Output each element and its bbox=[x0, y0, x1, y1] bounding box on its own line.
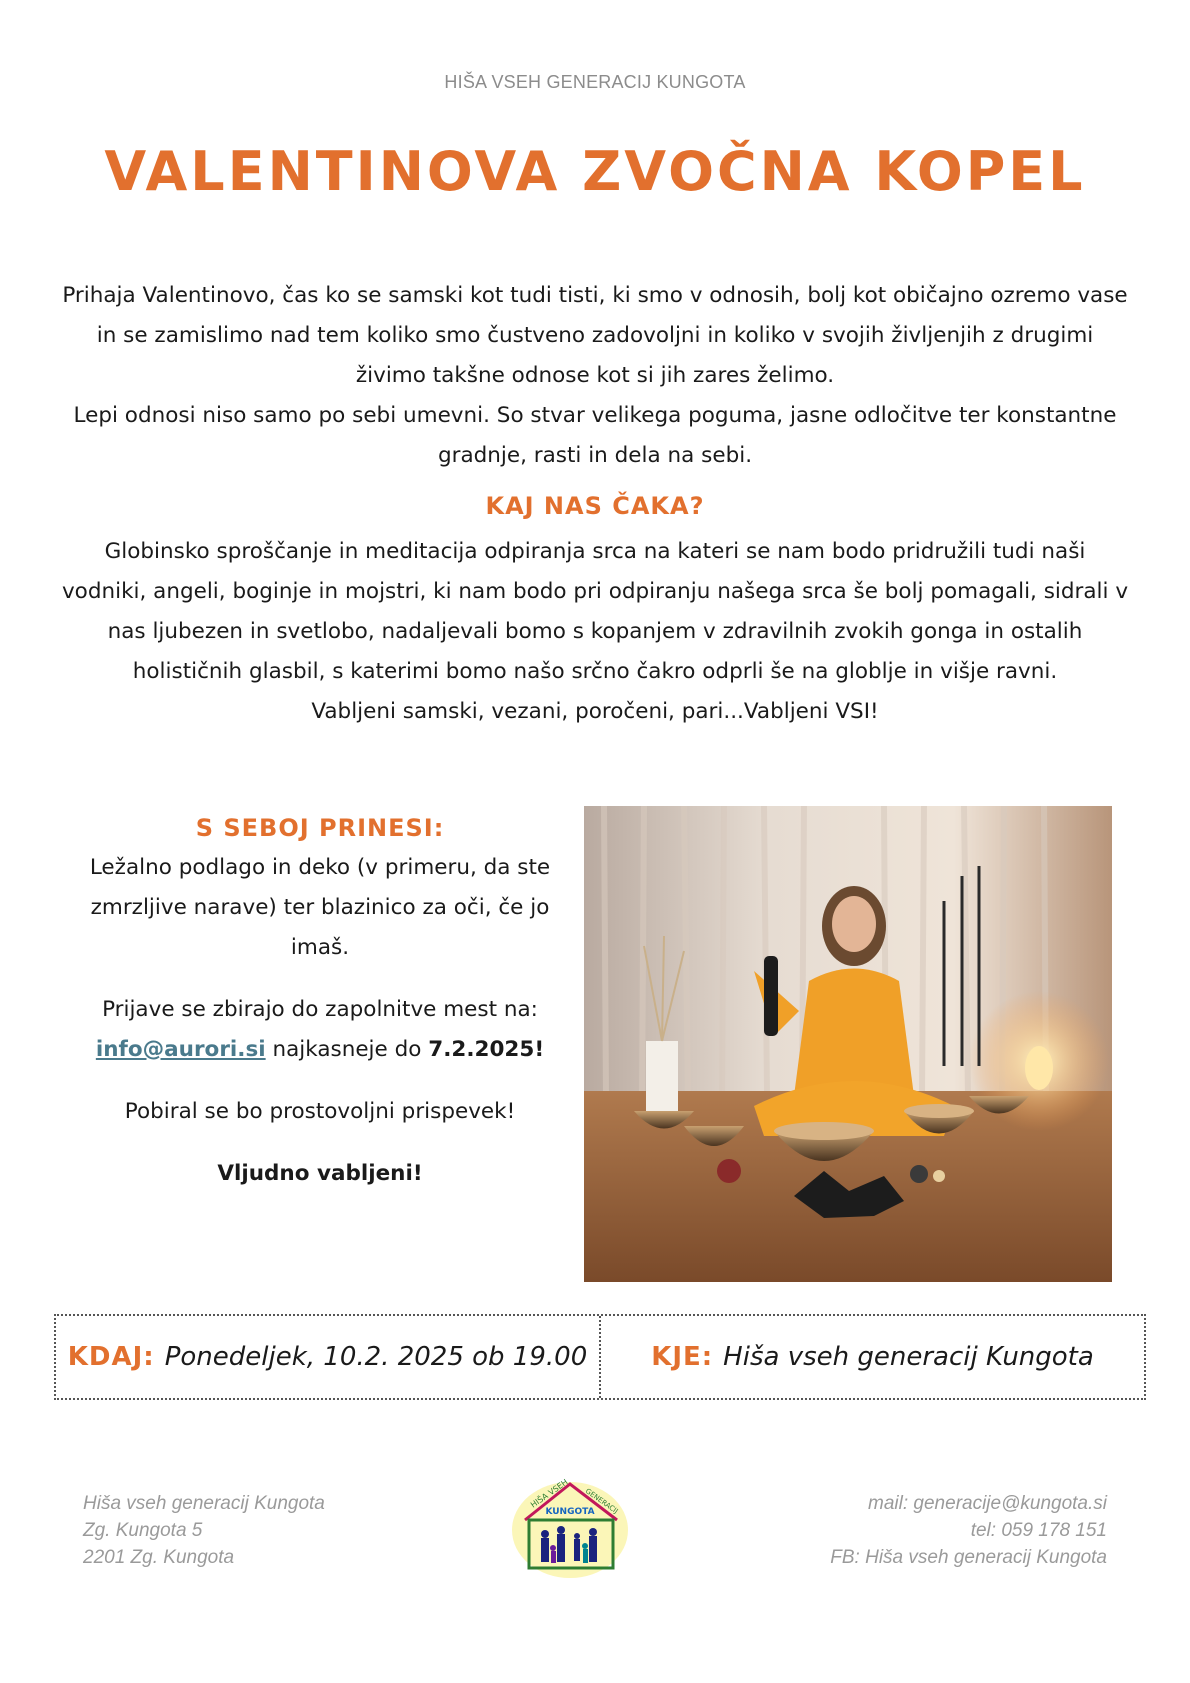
footer-address bbox=[83, 1490, 325, 1571]
intro-paragraph-2: Lepi odnosi niso samo po sebi umevni. So stvar velikega poguma, jasne odločitve ter konstantne gradnje, rasti in dela na sebi. bbox=[73, 403, 1117, 468]
when-value: Ponedeljek, 10.2. 2025 ob 19.00 bbox=[164, 1342, 588, 1372]
org-header: HIŠA VSEH GENERACIJ KUNGOTA bbox=[444, 72, 746, 92]
signup-text: Prijave se zbirajo do zapolnitve mest na: bbox=[102, 997, 538, 1022]
svg-text:KUNGOTA: KUNGOTA bbox=[545, 1507, 595, 1517]
where-label: KJE: bbox=[651, 1342, 714, 1372]
when-cell bbox=[56, 1316, 599, 1398]
event-photo bbox=[584, 806, 1112, 1282]
bring-heading: S SEBOJ PRINESI: bbox=[195, 814, 445, 842]
kaj-heading: KAJ NAS ČAKA? bbox=[485, 492, 705, 520]
event-info-box bbox=[54, 1314, 1146, 1400]
footer-tel: tel: 059 178 151 bbox=[970, 1520, 1107, 1541]
page-title: VALENTINOVA ZVOČNA KOPEL bbox=[104, 140, 1086, 203]
kaj-paragraph-1: Globinsko sproščanje in meditacija odpiranja srca na kateri se nam bodo pridružili tudi naši vodniki, angeli, boginje in mojstri, ki nam bodo pri odpiranju našega srca še bolj pomagali, sidrali v nas ljubezen in svetlobo, nadaljevali bomo s kopanjem v zdravilnih zvokih gonga in ostalih holističnih glasbil, s katerimi bomo našo srčno čakro odprli še na globlje in višje ravni. bbox=[61, 539, 1129, 684]
bring-text: Ležalno podlago in deko (v primeru, da ste zmrzljive narave) ter blazinico za oči, če jo imaš. bbox=[89, 855, 551, 960]
footer-fb: FB: Hiša vseh generacij Kungota bbox=[830, 1547, 1107, 1568]
when-label: KDAJ: bbox=[67, 1342, 155, 1372]
details-column bbox=[60, 808, 580, 1194]
kaj-section bbox=[60, 532, 1130, 732]
donation-text: Pobiral se bo prostovoljni prispevek! bbox=[124, 1099, 516, 1124]
signup-line bbox=[60, 1030, 580, 1070]
kungota-logo bbox=[505, 1470, 635, 1580]
footer-org-name: Hiša vseh generacij Kungota bbox=[83, 1493, 325, 1514]
where-value: Hiša vseh generacij Kungota bbox=[723, 1342, 1094, 1372]
welcome-text: Vljudno vabljeni! bbox=[217, 1161, 423, 1186]
intro-section bbox=[60, 276, 1130, 476]
footer-contact bbox=[830, 1490, 1107, 1571]
svg-text:HIŠA VSEH: HIŠA VSEH bbox=[528, 1477, 570, 1510]
footer-street: Zg. Kungota 5 bbox=[83, 1520, 203, 1541]
svg-text:GENERACIJ: GENERACIJ bbox=[583, 1487, 620, 1516]
footer-mail: mail: generacije@kungota.si bbox=[868, 1493, 1107, 1514]
email-link[interactable]: info@aurori.si bbox=[95, 1037, 266, 1062]
footer-city: 2201 Zg. Kungota bbox=[83, 1547, 235, 1568]
intro-paragraph-1: Prihaja Valentinovo, čas ko se samski kot tudi tisti, ki smo v odnosih, bolj kot običajno ozremo vase in se zamislimo nad tem koliko smo čustveno zadovoljni in koliko v svojih življenjih z drugimi živimo takšne odnose kot si jih zares želimo. bbox=[62, 283, 1128, 388]
deadline: 7.2.2025! bbox=[428, 1037, 545, 1062]
kaj-paragraph-2: Vabljeni samski, vezani, poročeni, pari...Vabljeni VSI! bbox=[311, 699, 879, 724]
where-cell bbox=[599, 1316, 1144, 1398]
deadline-prefix: najkasneje do bbox=[265, 1037, 429, 1062]
